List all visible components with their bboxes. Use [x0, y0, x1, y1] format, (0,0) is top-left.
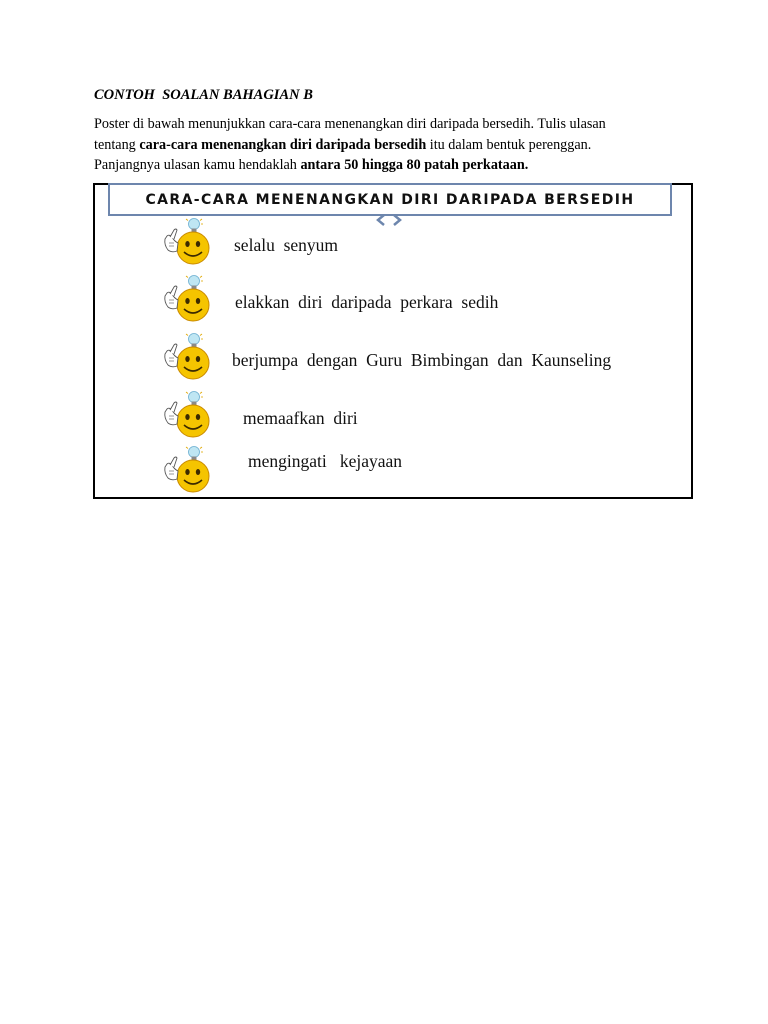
poster-item-label: memaafkan diri [243, 408, 358, 428]
smiley-lightbulb-icon [160, 388, 214, 440]
smiley-lightbulb-icon [160, 330, 214, 382]
poster-item-label: berjumpa dengan Guru Bimbingan dan Kaunseling [232, 350, 612, 370]
instructions-bold-length: antara 50 hingga 80 patah perkataan. [300, 157, 529, 173]
poster-title: CARA-CARA MENENANGKAN DIRI DARIPADA BERSEDIH [145, 191, 635, 208]
poster-item-label: elakkan diri daripada perkara sedih [235, 292, 499, 312]
smiley-lightbulb-icon [160, 215, 214, 267]
poster-item [0, 330, 768, 390]
instructions-paragraph [94, 114, 694, 176]
instructions-line-1: Poster di bawah menunjukkan cara-cara menenangkan diri daripada bersedih. Tulis ulasan [94, 116, 606, 132]
instructions-bold-topic: cara-cara menenangkan diri daripada bersedih [139, 136, 427, 153]
poster-item [0, 215, 768, 275]
poster-item [0, 388, 768, 448]
smiley-lightbulb-icon [160, 443, 214, 495]
instructions-text: itu dalam bentuk perenggan. [426, 136, 592, 153]
instructions-line-2 [94, 135, 694, 156]
instructions-text: Panjangnya ulasan kamu hendaklah [94, 157, 301, 173]
poster-title-banner [108, 183, 672, 216]
instructions-text: tentang [94, 136, 140, 153]
page-heading: CONTOH SOALAN BAHAGIAN B [94, 87, 313, 103]
smiley-lightbulb-icon [160, 272, 214, 324]
instructions-line-3 [94, 155, 694, 176]
poster-item [0, 272, 768, 332]
poster-item-label: selalu senyum [234, 235, 339, 255]
poster-item-label: mengingati kejayaan [248, 451, 403, 471]
poster-item [0, 443, 768, 503]
